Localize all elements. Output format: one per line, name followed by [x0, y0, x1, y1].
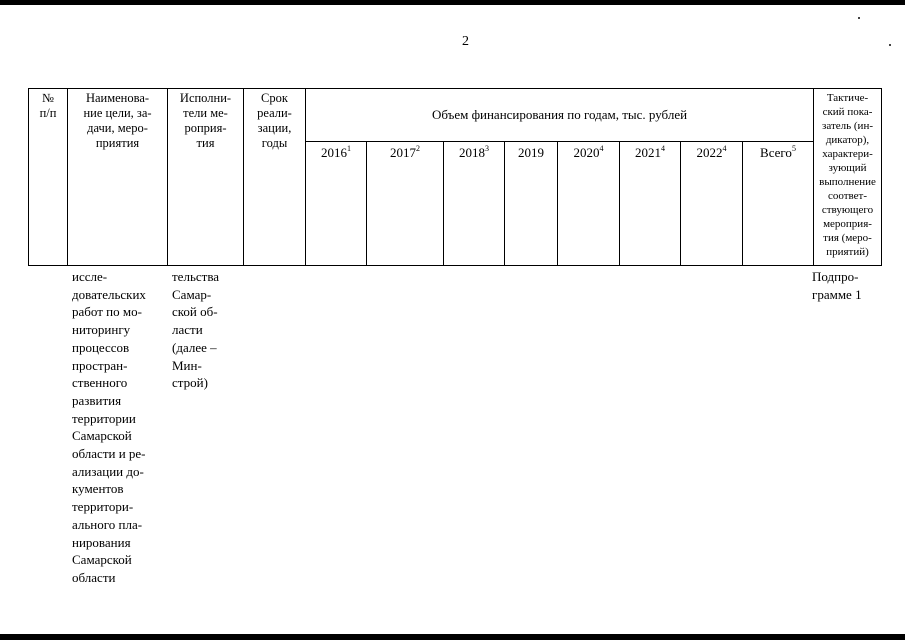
- year-header-2021: 2021$^4$: [635, 144, 665, 160]
- year-header-2022: 2022$^4$: [696, 144, 727, 160]
- year-header-2020: 2020$^4$: [573, 144, 604, 160]
- year-header-2017: 2017$^2$: [390, 144, 420, 160]
- table-border-top: [28, 88, 882, 89]
- table-border-bottom: [28, 265, 882, 266]
- scan-speck: [858, 17, 860, 19]
- funding-table-header: [28, 88, 882, 266]
- header-executors: Исполни- тели ме- роприя- тия: [179, 91, 232, 150]
- header-indicator: Тактиче- ский пока- затель (ин- дикатор), характери- зующий выполнение соответ- ствующего мероприя- тия (меро- приятий): [819, 92, 876, 258]
- continuation-executors: тельства Самар- ской об- ласти (далее – Мин- строй): [172, 269, 220, 391]
- year-header-2016: 2016$^1$: [321, 144, 351, 160]
- header-name: Наименова- ние цели, за- дачи, меро- приятия: [83, 91, 152, 150]
- header-num: № п/п: [39, 91, 57, 120]
- column-divider: [881, 88, 882, 266]
- year-header-total: Всего$^5$: [760, 144, 796, 160]
- scan-border-bottom: [0, 634, 905, 640]
- continuation-indicator: Подпро- грамме 1: [812, 269, 862, 302]
- continuation-name: иссле- довательских работ по мо- ниторингу процессов простран- ственного развития территории Самарской области и ре- ализации до- кументов территори- ального пла- нирования Самарской области: [72, 269, 146, 585]
- page-number: 2: [462, 34, 469, 49]
- year-header-2018: 2018$^3$: [459, 144, 489, 160]
- scan-speck: [889, 44, 891, 46]
- header-term: Срок реали- зации, годы: [257, 91, 292, 150]
- year-header-2019: 2019: [518, 145, 544, 160]
- scan-border-top: [0, 0, 905, 5]
- header-funding: Объем финансирования по годам, тыс. рублей: [431, 107, 688, 122]
